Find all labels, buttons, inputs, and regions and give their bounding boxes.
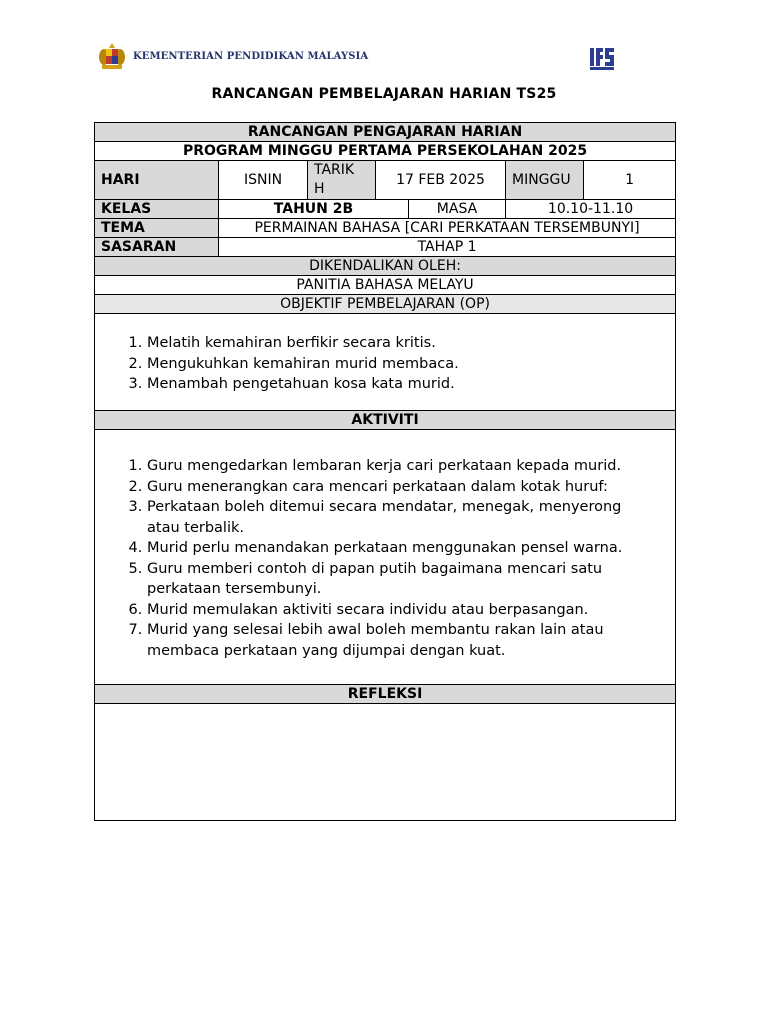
aktiviti-content (95, 430, 676, 685)
list-item: 7. Murid yang selesai lebih awal boleh membantu rakan lain atau membaca perkataan yang dijumpai dengan kuat. (147, 620, 655, 661)
list-item: 5. Guru memberi contoh di papan putih bagaimana mencari satu perkataan tersembunyi. (147, 559, 655, 600)
list-item: 4. Murid perlu menandakan perkataan menggunakan pensel warna. (147, 538, 655, 559)
ministry-name: KEMENTERIAN PENDIDIKAN MALAYSIA (133, 51, 369, 62)
list-item: 3. Perkataan boleh ditemui secara mendatar, menegak, menyerong atau terbalik. (147, 497, 655, 538)
sasaran-label: SASARAN (95, 238, 219, 257)
minggu-label: MINGGU (506, 161, 584, 200)
program-title: PROGRAM MINGGU PERTAMA PERSEKOLAHAN 2025 (95, 142, 676, 161)
objektif-content (95, 314, 676, 411)
masa-value: 10.10-11.10 (506, 200, 676, 219)
tarikh-value: 17 FEB 2025 (376, 161, 506, 200)
refleksi-header: REFLEKSI (95, 685, 676, 704)
aktiviti-list (95, 430, 675, 661)
dikendalikan-label: DIKENDALIKAN OLEH: (95, 257, 676, 276)
list-item: 2. Mengukuhkan kemahiran murid membaca. (147, 354, 675, 375)
list-item: 1. Melatih kemahiran berfikir secara kritis. (147, 333, 675, 354)
lesson-plan-table (94, 122, 676, 821)
minggu-value: 1 (584, 161, 676, 200)
refleksi-content (95, 704, 676, 821)
tema-label: TEMA (95, 219, 219, 238)
school-logo-icon (588, 44, 616, 72)
masa-label: MASA (409, 200, 506, 219)
list-item: 2. Guru menerangkan cara mencari perkataan dalam kotak huruf: (147, 477, 655, 498)
list-item: 3. Menambah pengetahuan kosa kata murid. (147, 374, 675, 395)
malaysia-coat-of-arms-icon (96, 42, 128, 72)
tema-value: PERMAINAN BAHASA [CARI PERKATAAN TERSEMBUNYI] (219, 219, 676, 238)
hari-value: ISNIN (219, 161, 308, 200)
list-item: 6. Murid memulakan aktiviti secara individu atau berpasangan. (147, 600, 655, 621)
document-title: RANCANGAN PEMBELAJARAN HARIAN TS25 (211, 86, 557, 102)
sasaran-value: TAHAP 1 (219, 238, 676, 257)
list-item: 1. Guru mengedarkan lembaran kerja cari perkataan kepada murid. (147, 456, 655, 477)
objektif-list (95, 314, 675, 395)
kelas-label: KELAS (95, 200, 219, 219)
hari-label: HARI (95, 161, 219, 200)
objektif-header: OBJEKTIF PEMBELAJARAN (OP) (95, 295, 676, 314)
aktiviti-header: AKTIVITI (95, 411, 676, 430)
tarikh-label: TARIK H (308, 161, 376, 200)
page-header (96, 40, 676, 76)
dikendalikan-value: PANITIA BAHASA MELAYU (95, 276, 676, 295)
kelas-value: TAHUN 2B (219, 200, 409, 219)
table-title: RANCANGAN PENGAJARAN HARIAN (95, 123, 676, 142)
